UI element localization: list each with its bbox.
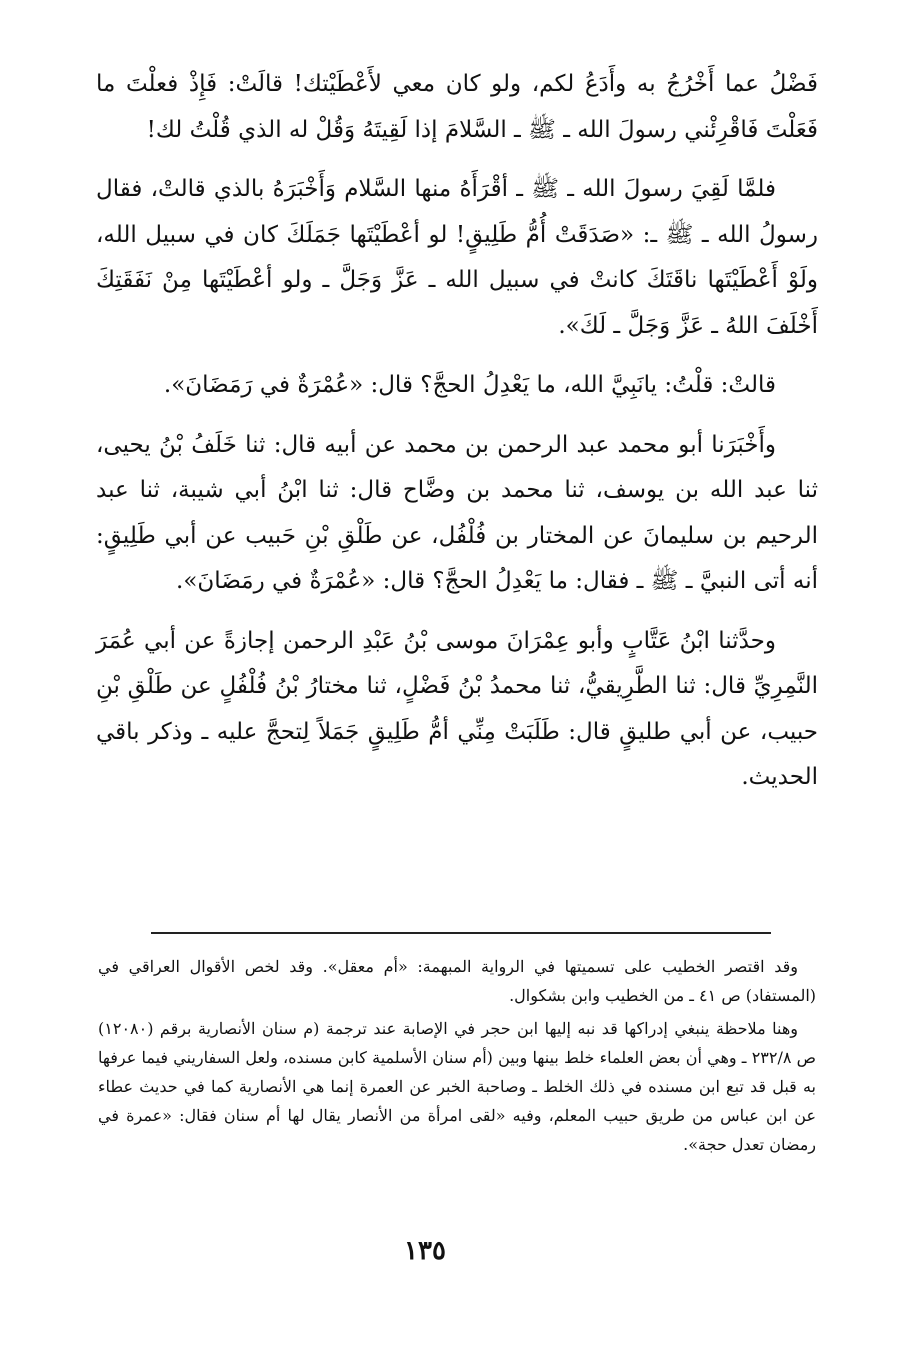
main-paragraph-4: وأَخْبَرَنا أبو محمد عبد الرحمن بن محمد عن أبيه قال: ثنا خَلَفُ بْنُ يحيى، ثنا عبد الله بن يوسف، ثنا محمد بن وضَّاح قال: ثنا ابْنُ أبي شيبة، ثنا عبد الرحيم بن سليمانَ عن المختار بن فُلْفُل، عن طَلْقِ بْنِ حَبيب عن أبي طَلِيقٍ: أنه أتى النبيَّ ـ ﷺ ـ فقال: ما يَعْدِلُ الحجَّ؟ قال: «عُمْرَةٌ في رمَضَانَ». <box>96 431 818 594</box>
main-paragraph-5: وحدَّثنا ابْنُ عَتَّابٍ وأبو عِمْرَانَ موسى بْنُ عَبْدِ الرحمن إجازةً عن أبي عُمَرَ النَّمِرِيِّ قال: ثنا الطَّرِيقيُّ، ثنا محمدُ بْنُ فَضْلٍ، ثنا مختارُ بْنُ فُلْفُلٍ عن طَلْقِ بْنِ حبيب، عن أبي طليقٍ قال: طَلَبَتْ مِنِّي أمُّ طَلِيقٍ جَمَلاً لِتحجَّ عليه ـ وذكر باقي الحديث. <box>96 627 818 790</box>
main-paragraph-2: فلمَّا لَقِيَ رسولَ الله ـ ﷺ ـ أقْرَأَهُ منها السَّلام وَأَخْبَرَهُ بالذي قالتْ، فقال رسولُ الله ـ ﷺ ـ: «صَدَقَتْ أُمُّ طَلِيقٍ! لو أعْطَيْتَها جَمَلَكَ كان في سبيل الله، ولَوْ أَعْطَيْتَها ناقَتَكَ كانتْ في سبيل الله ـ عَزَّ وَجَلَّ ـ ولو أعْطَيْتَها مِنْ نَفَقَتِكَ أَخْلَفَ اللهُ ـ عَزَّ وَجَلَّ ـ لَكَ». <box>96 176 818 339</box>
footnote-paragraph-2: وهنا ملاحظة ينبغي إدراكها قد نبه إليها ابن حجر في الإصابة عند ترجمة (م سنان الأنصارية برقم (١٢٠٨٠) ص ٢٣٢/٨ ـ وهي أن بعض العلماء خلط بينها وبين (أم سنان الأسلمية كابن مسنده، ولعل السفاريني فيما عرفها به قبل قد تبع ابن مسنده في ذلك الخلط ـ وصاحبة الخبر عن العمرة إنما هي الأنصارية كما في حديث عطاء عن ابن عباس من طريق حبيب المعلم، وفيه «لقى امرأة من الأنصار يقال لها أم سنان فقال: «عمرة في رمضان تعدل حجة». <box>98 1019 816 1154</box>
main-paragraph-3: قالتْ: قلْتُ: يانَبِيَّ الله، ما يَعْدِلُ الحجَّ؟ قال: «عُمْرَةٌ في رَمَضَانَ». <box>163 372 776 398</box>
footnote-divider <box>151 932 771 934</box>
main-paragraph-1: فَضْلُ عما أَخْرُجُ به وأَدَعُ لكم، ولو كان معي لأَعْطَيْتك! قالَتْ: فَإِذْ فعلْتَ ما فَعَلْتَ فَاقْرِئْني رسولَ الله ـ ﷺ ـ السَّلامَ إذا لَقِيتَهُ وَقُلْ له الذي قُلْتُ لك! <box>96 71 818 143</box>
footnotes <box>98 952 816 1163</box>
main-text <box>96 62 818 815</box>
footnote-paragraph-1: وقد اقتصر الخطيب على تسميتها في الرواية المبهمة: «أم معقل». وقد لخص الأقوال العراقي في (المستفاد) ص ٤١ ـ من الخطيب وابن بشكوال. <box>98 957 816 1005</box>
page-number: ١٣٥ <box>404 1236 446 1266</box>
